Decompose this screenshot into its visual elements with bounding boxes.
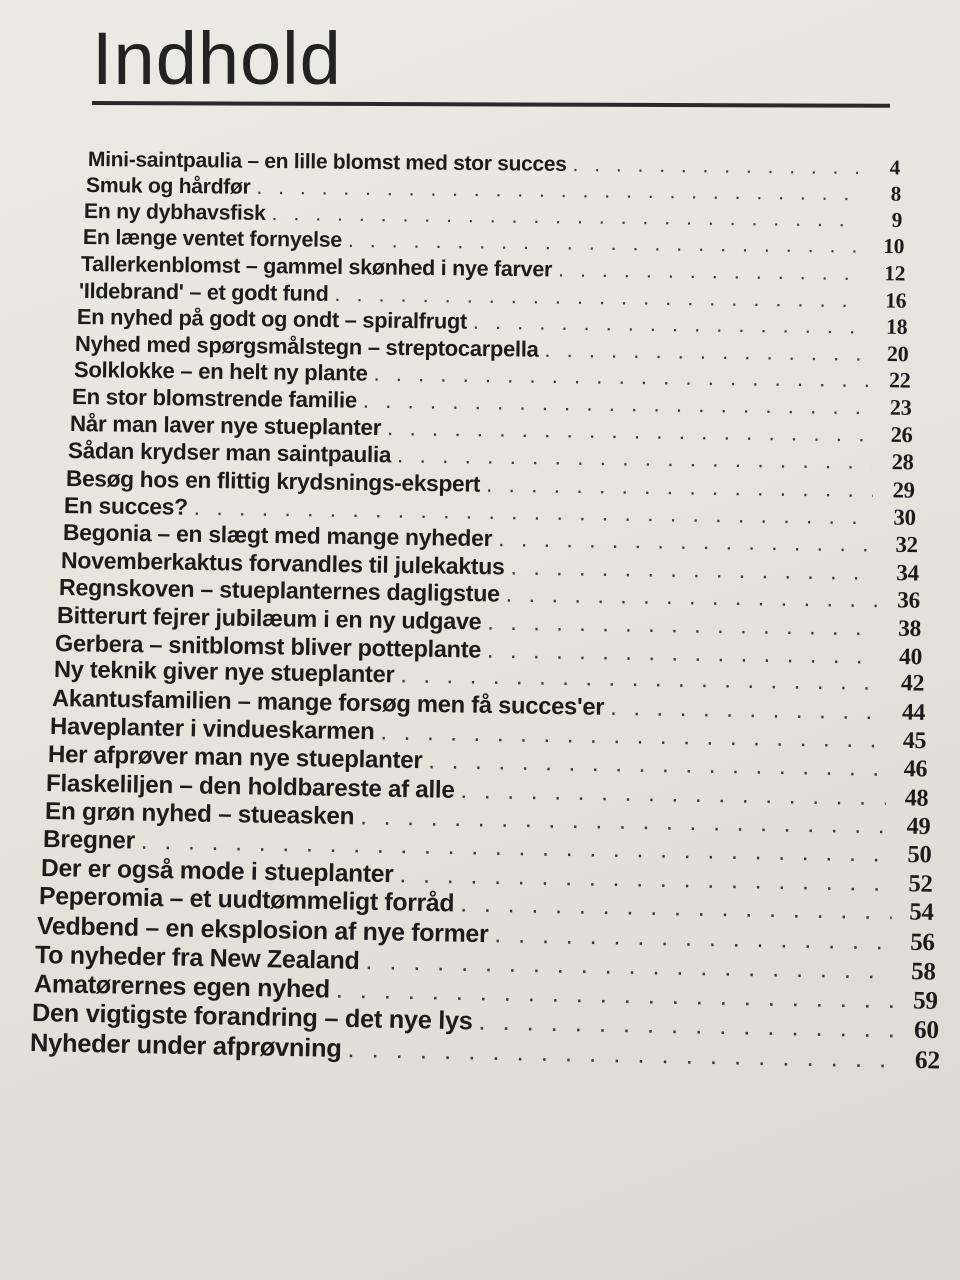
- toc-entry-title: Mini-saintpaulia – en lille blomst med stor succes: [87, 148, 567, 177]
- toc-entry-title: Her afprøver man nye stueplanter: [47, 741, 423, 775]
- toc-entry-title: Der er også mode i stueplanter: [40, 854, 394, 888]
- toc-entry-page-number: 23: [889, 394, 912, 420]
- toc-entry-title: Nyhed med spørgsmålstegn – streptocarpella: [75, 330, 539, 362]
- toc-entry-page-number: 44: [901, 699, 926, 727]
- toc-entry-title: Smuk og hårdfør: [86, 173, 251, 199]
- toc-entry-page-number: 18: [886, 314, 908, 340]
- toc-entry-page-number: 36: [897, 587, 921, 615]
- toc-entry-page-number: 9: [891, 207, 903, 232]
- toc-entry-title: Peperomia – et uudtømmeligt forråd: [38, 883, 455, 918]
- toc-entry-title: Tallerkenblomst – gammel skønhed i nye farver: [80, 251, 552, 282]
- toc-entry-page-number: 32: [894, 532, 918, 558]
- toc-entry-page-number: 56: [910, 928, 936, 957]
- toc-entry-page-number: 29: [892, 477, 916, 503]
- toc-entry-title: Bregner: [42, 826, 135, 855]
- toc-entry-page-number: 52: [908, 869, 933, 898]
- toc-entry-page-number: 40: [899, 643, 923, 670]
- toc-dot-leader: [473, 309, 866, 340]
- toc-entry-page-number: 10: [882, 234, 904, 259]
- toc-entry-title: Novemberkaktus forvandles til julekaktus: [60, 546, 505, 580]
- toc-entry-page-number: 54: [909, 898, 934, 927]
- toc-entry-title: Flaskeliljen – den holdbareste af alle: [46, 769, 456, 804]
- toc-entry-page-number: 60: [913, 1015, 939, 1045]
- toc-entry-title: Når man laver nye stueplanter: [69, 410, 382, 441]
- toc-entry-title: En nyhed på godt og ondt – spiralfrugt: [76, 304, 468, 334]
- toc-entry-title: Den vigtigste forandring – det nye lys: [31, 998, 473, 1036]
- toc-entry-title: To nyheder fra New Zealand: [35, 940, 361, 975]
- toc-entry-title: Besøg hos en flittig krydsnings-ekspert: [66, 464, 481, 497]
- toc-dot-leader: [506, 581, 879, 614]
- toc-entry-page-number: 34: [895, 558, 919, 586]
- toc-entry-title: En ny dybhavsfisk: [84, 198, 267, 225]
- toc-dot-leader: [558, 257, 863, 287]
- toc-entry-page-number: 30: [893, 504, 917, 531]
- toc-entry-title: En længe ventet fornyelse: [82, 225, 342, 253]
- toc-dot-leader: [487, 608, 879, 641]
- toc-entry-page-number: 26: [890, 421, 913, 448]
- toc-dot-leader: [498, 526, 876, 558]
- toc-entry-page-number: 58: [911, 958, 937, 986]
- toc-entry-page-number: 48: [904, 783, 929, 812]
- toc-entry-title: Bitterurt fejrer jubilæum i en ny udgave: [57, 601, 482, 635]
- toc-entry-page-number: 62: [914, 1044, 941, 1075]
- toc-entry-page-number: 22: [888, 367, 911, 393]
- toc-entry-page-number: 12: [883, 261, 906, 286]
- toc-entry-page-number: 4: [889, 155, 901, 180]
- toc-entry-title: Vedbend – en eksplosion af nye former: [37, 912, 489, 949]
- toc-entry-title: Regnskoven – stueplanternes dagligstue: [58, 574, 500, 607]
- page-title: Indhold: [92, 17, 342, 100]
- toc-entry-title: 'Ildebrand' – et godt fund: [78, 277, 329, 306]
- toc-entry-title: Nyheder under afprøvning: [29, 1029, 342, 1063]
- toc-entry-title: Akantusfamilien – mange forsøg men få succes'er: [51, 685, 605, 722]
- toc-entry-page-number: 38: [898, 615, 922, 642]
- toc-entry-title: En grøn nyhed – stueasken: [44, 797, 354, 831]
- toc-entry-page-number: 59: [912, 987, 938, 1015]
- toc-dot-leader: [572, 153, 858, 180]
- toc-entry-title: En succes?: [64, 492, 189, 520]
- toc-entry-page-number: 28: [891, 449, 914, 475]
- toc-entry-page-number: 46: [903, 756, 928, 783]
- toc-entry-title: Gerbera – snitblomst bliver potteplante: [55, 629, 482, 663]
- toc-entry-title: Amatørernes egen nyhed: [33, 969, 330, 1004]
- toc-entry-title: Haveplanter i vindueskarmen: [49, 713, 375, 746]
- toc-entry-page-number: 45: [902, 728, 927, 755]
- toc-dot-leader: [610, 694, 883, 726]
- toc-entry-page-number: 42: [900, 670, 924, 697]
- toc-dot-leader: [545, 336, 867, 366]
- toc-entry-page-number: 20: [887, 340, 909, 366]
- toc-entry-title: Sådan krydser man saintpaulia: [67, 437, 392, 468]
- toc-entry-page-number: 50: [906, 841, 932, 869]
- toc-entry-page-number: 49: [905, 812, 931, 840]
- toc-entry-title: Solklokke – en helt ny plante: [73, 357, 368, 387]
- toc-entry-title: Begonia – en slægt med mange nyheder: [62, 519, 493, 552]
- toc-entry-title: Ny teknik giver nye stueplanter: [53, 657, 395, 689]
- toc-entry-title: En stor blomstrende familie: [71, 384, 357, 413]
- toc-entry-page-number: 16: [884, 288, 907, 313]
- toc-entry-page-number: 8: [890, 181, 902, 206]
